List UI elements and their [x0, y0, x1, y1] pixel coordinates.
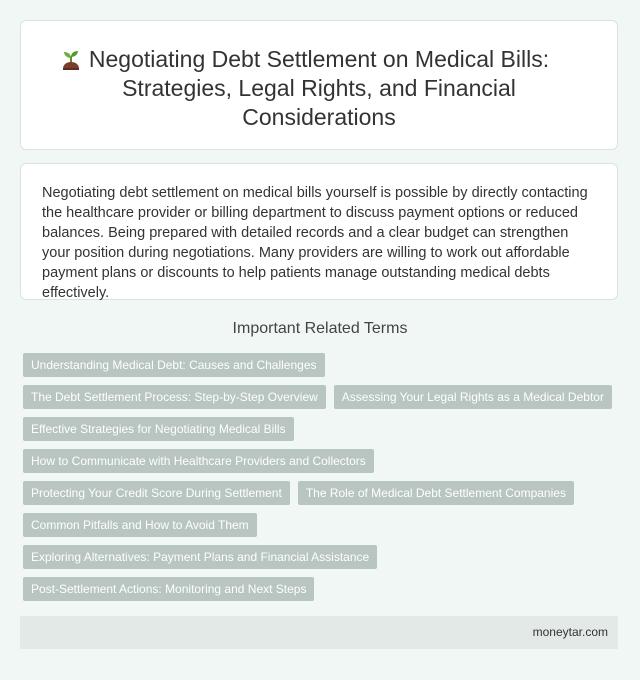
tag-row [23, 545, 623, 569]
related-terms-list [23, 353, 623, 609]
title-card [20, 20, 618, 150]
tag-row [23, 577, 623, 601]
tag-row [23, 417, 623, 441]
tag-row [23, 449, 623, 473]
page-title: Negotiating Debt Settlement on Medical Bills: Strategies, Legal Rights, and Financial Considerations [88, 46, 550, 130]
site-link[interactable]: moneytar.com [532, 625, 608, 639]
description-text: Negotiating debt settlement on medical bills yourself is possible by directly contacting the healthcare provider or billing department to discuss payment options or reduced balances. Being prepared with detailed records and a clear budget can strengthen your position during negotiations. Many providers are willing to work out affordable payment plans or discounts to help patients manage outstanding medical debts effectively. [42, 185, 588, 301]
description-card [20, 163, 618, 300]
related-term-tag[interactable]: The Debt Settlement Process: Step-by-Step Overview [23, 385, 326, 409]
related-term-tag[interactable]: How to Communicate with Healthcare Providers and Collectors [23, 449, 374, 473]
related-term-tag[interactable]: Understanding Medical Debt: Causes and Challenges [23, 353, 325, 377]
tag-row [23, 353, 623, 377]
related-term-tag[interactable]: Common Pitfalls and How to Avoid Them [23, 513, 257, 537]
related-term-tag[interactable]: Exploring Alternatives: Payment Plans and Financial Assistance [23, 545, 377, 569]
related-term-tag[interactable]: The Role of Medical Debt Settlement Companies [298, 481, 574, 505]
tag-row [23, 513, 623, 537]
related-term-tag[interactable]: Assessing Your Legal Rights as a Medical Debtor [334, 385, 612, 409]
related-terms-heading: Important Related Terms [232, 320, 408, 337]
tag-row [23, 385, 623, 409]
footer-bar [20, 616, 618, 649]
related-term-tag[interactable]: Post-Settlement Actions: Monitoring and Next Steps [23, 577, 314, 601]
tag-row [23, 481, 623, 505]
related-term-tag[interactable]: Effective Strategies for Negotiating Medical Bills [23, 417, 294, 441]
related-term-tag[interactable]: Protecting Your Credit Score During Settlement [23, 481, 290, 505]
